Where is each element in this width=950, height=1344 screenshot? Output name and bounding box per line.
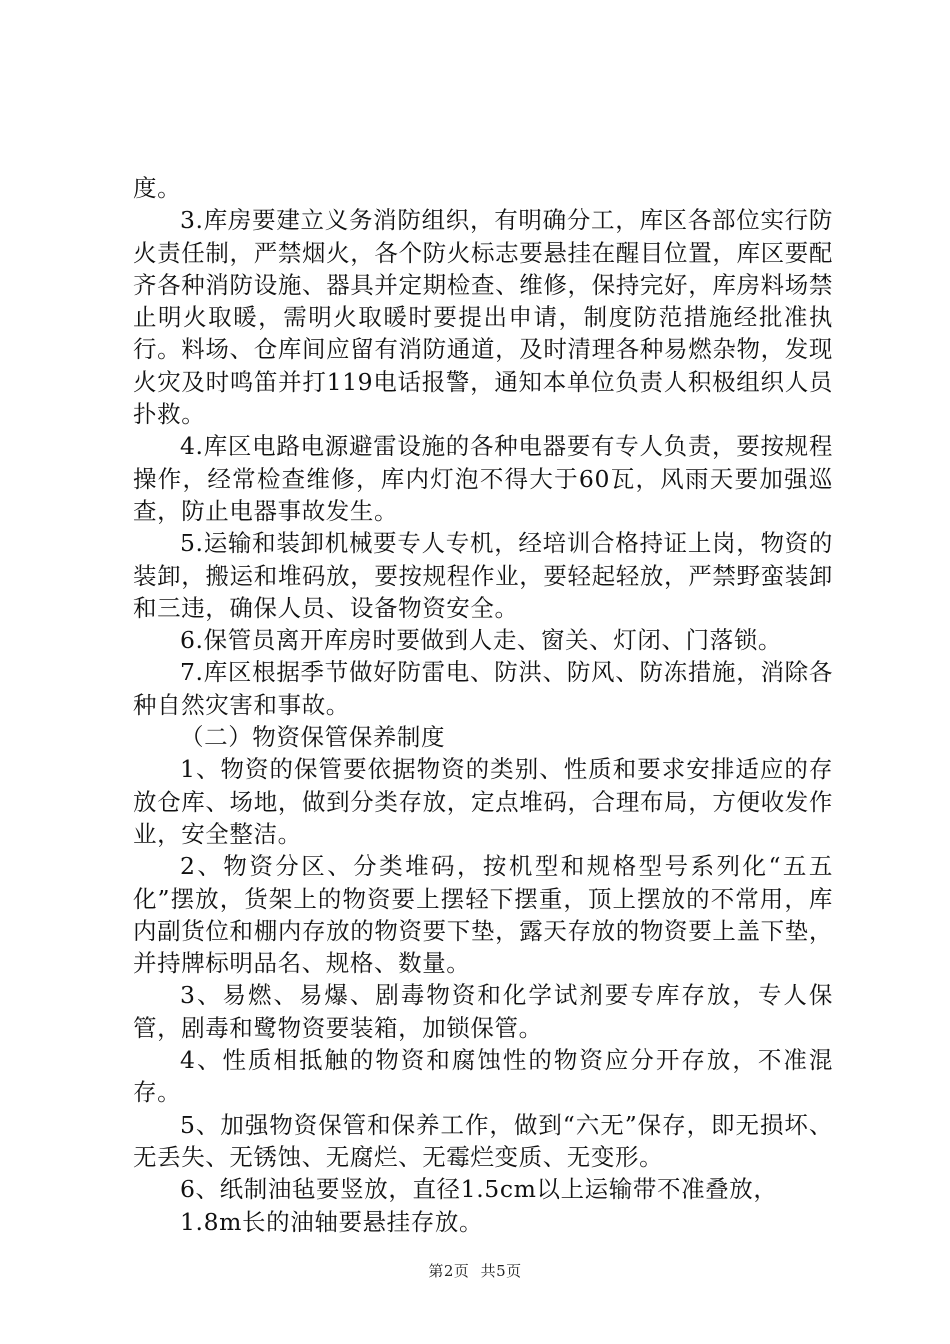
paragraph-rule-6: 6、纸制油毡要竖放，直径1.5cm以上运输带不准叠放， xyxy=(180,1175,778,1204)
section-heading: （二）物资保管保养制度 xyxy=(180,723,446,752)
paragraph-item-3: 3.库房要建立义务消防组织，有明确分工，库区各部位实行防火责任制，严禁烟火，各个防火标志要悬挂在醒目位置，库区要配齐各种消防设施、器具并定期检查、维修，保持完好，库房料场禁止明火取暖，需明火取暖时要提出申请，制度防范措施经批准执行。料场、仓库间应留有消防通道，及时清理各种易燃杂物，发现火灾及时鸣笛并打119电话报警，通知本单位负责人积极组织人员扑救。 xyxy=(133,206,833,429)
document-body xyxy=(133,172,833,1238)
page-number: 第2页 xyxy=(428,1262,470,1280)
page-total: 共5页 xyxy=(480,1262,522,1280)
paragraph-item-5: 5.运输和装卸机械要专人专机，经培训合格持证上岗，物资的装卸，搬运和堆码放，要按规程作业，要轻起轻放，严禁野蛮装卸和三违，确保人员、设备物资安全。 xyxy=(133,529,833,622)
paragraph-rule-2: 2、物资分区、分类堆码，按机型和规格型号系列化“五五化”摆放，货架上的物资要上摆轻下摆重，顶上摆放的不常用，库内副货位和棚内存放的物资要下垫，露天存放的物资要上盖下垫，并持牌标明品名、规格、数量。 xyxy=(133,852,833,978)
paragraph-item-6: 6.保管员离开库房时要做到人走、窗关、灯闭、门落锁。 xyxy=(180,626,783,655)
paragraph-rule-3: 3、易燃、易爆、剧毒物资和化学试剂要专库存放，专人保管，剧毒和鹭物资要装箱，加锁保管。 xyxy=(133,981,833,1042)
paragraph-item-4: 4.库区电路电源避雷设施的各种电器要有专人负责，要按规程操作，经常检查维修，库内灯泡不得大于60瓦，风雨天要加强巡查，防止电器事故发生。 xyxy=(133,432,833,525)
paragraph-rule-5: 5、加强物资保管和保养工作，做到“六无”保存，即无损坏、无丢失、无锈蚀、无腐烂、无霉烂变质、无变形。 xyxy=(133,1110,833,1171)
paragraph-continuation: 度。 xyxy=(133,174,182,202)
paragraph-rule-6-continued: 1.8m长的油轴要悬挂存放。 xyxy=(180,1207,484,1236)
page-footer xyxy=(0,1260,950,1281)
paragraph-rule-1: 1、物资的保管要依据物资的类别、性质和要求安排适应的存放仓库、场地，做到分类存放，定点堆码，合理布局，方便收发作业，安全整洁。 xyxy=(133,755,833,848)
paragraph-item-7: 7.库区根据季节做好防雷电、防洪、防风、防冻措施，消除各种自然灾害和事故。 xyxy=(133,658,833,719)
paragraph-rule-4: 4、性质相抵触的物资和腐蚀性的物资应分开存放，不准混存。 xyxy=(133,1046,833,1107)
